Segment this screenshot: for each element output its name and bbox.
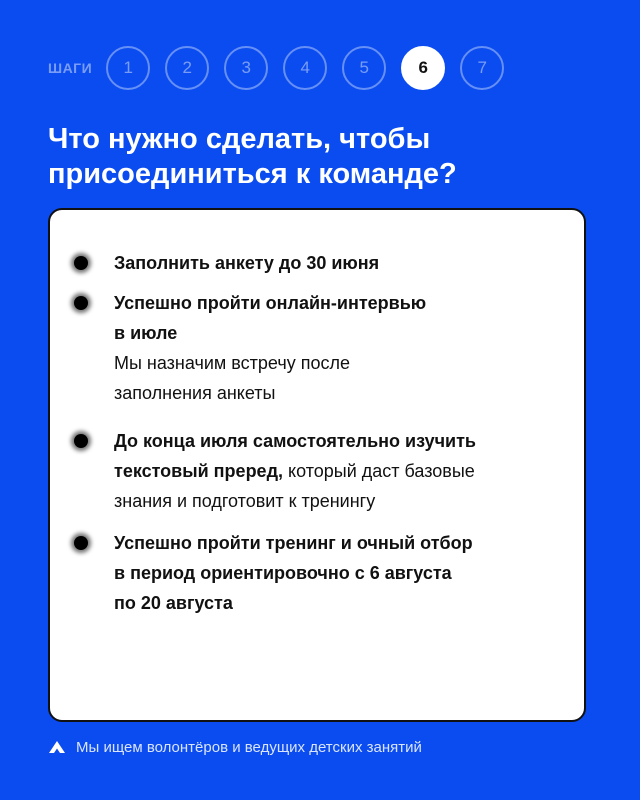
item-3-text-line-3: знания и подготовит к тренингу (114, 491, 376, 511)
list-item-4 (114, 528, 566, 618)
item-2-bold-line-2: в июле (114, 323, 178, 343)
steps-bar (48, 45, 519, 91)
footer (48, 733, 422, 761)
bullet-icon (74, 434, 88, 448)
bullet-icon (74, 256, 88, 270)
item-4-bold-line-2: в период ориентировочно с 6 августа (114, 563, 452, 583)
item-3-bold-line-2: текстовый преред, (114, 461, 283, 481)
step-5[interactable]: 5 (342, 46, 386, 90)
item-2-bold-line-1: Успешно пройти онлайн-интервью (114, 293, 427, 313)
item-3-bold-line-1: До конца июля самостоятельно изучить (114, 431, 476, 451)
step-3[interactable]: 3 (224, 46, 268, 90)
item-4-bold-line-1: Успешно пройти тренинг и очный отбор (114, 533, 473, 553)
footer-text: Мы ищем волонтёров и ведущих детских занятий (76, 738, 422, 756)
list-item-3 (114, 426, 566, 516)
item-2-text-line-1: Мы назначим встречу после (114, 353, 350, 373)
list-item-1 (114, 248, 566, 278)
logo-icon (48, 740, 66, 754)
step-7[interactable]: 7 (460, 46, 504, 90)
item-4-bold-line-3: по 20 августа (114, 593, 233, 613)
list-item-2 (114, 288, 566, 408)
item-3-text-line-2: который даст базовые (283, 461, 475, 481)
title-line-1: Что нужно сделать, чтобы (48, 123, 431, 155)
item-1-bold: Заполнить анкету до 30 июня (114, 253, 380, 273)
item-2-text-line-2: заполнения анкеты (114, 383, 276, 403)
steps-card (48, 208, 586, 722)
bullet-icon (74, 536, 88, 550)
title-line-2: присоединиться к команде? (48, 158, 457, 190)
page-title (48, 122, 608, 192)
step-2[interactable]: 2 (165, 46, 209, 90)
step-6-active[interactable]: 6 (401, 46, 445, 90)
step-1[interactable]: 1 (106, 46, 150, 90)
steps-label: ШАГИ (48, 60, 93, 76)
step-4[interactable]: 4 (283, 46, 327, 90)
bullet-icon (74, 296, 88, 310)
